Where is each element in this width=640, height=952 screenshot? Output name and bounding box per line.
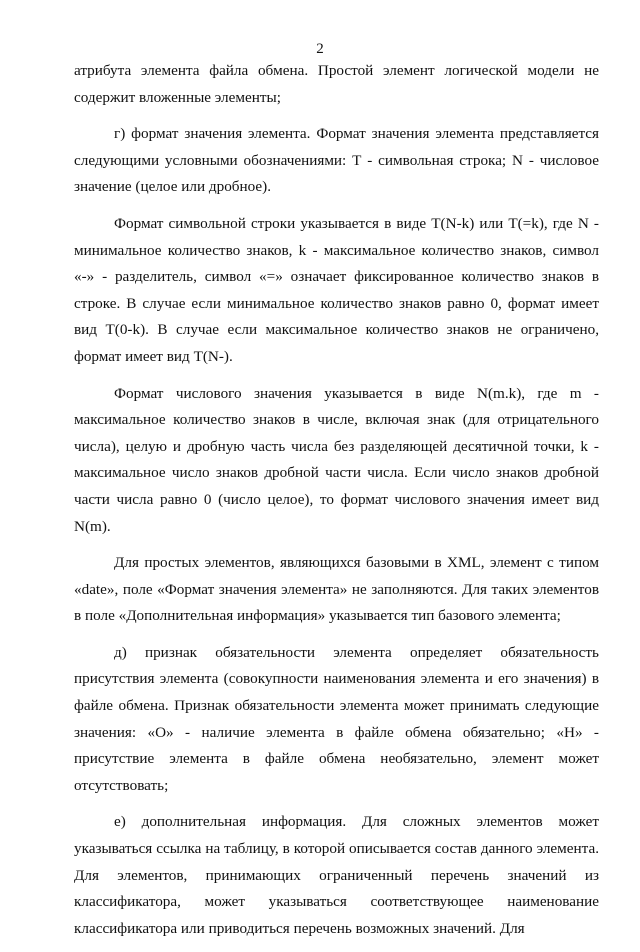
paragraph-continuation: атрибута элемента файла обмена. Простой элемент логической модели не содержит вложенные элементы; [74,62,599,106]
paragraph-format-item: г) формат значения элемента. Формат значения элемента представляется следующими условными обозначениями: Т - символьная строка; N - числовое значение (целое или дробное). [74,125,599,196]
paragraph-xml-base-elements: Для простых элементов, являющихся базовыми в XML, элемент с типом «date», поле «Формат значения элемента» не заполняются. Для таких элементов в поле «Дополнительная информация» указывается тип базового элемента; [74,554,599,625]
paragraph-required-flag: д) признак обязательности элемента определяет обязательность присутствия элемента (совокупности наименования элемента и его значения) в файле обмена. Признак обязательности элемента может принимать следующие значения: «О» - наличие элемента в файле обмена обязательно; «Н» - присутствие элемента в файле обмена необязательно, элемент может отсутствовать; [74,643,599,794]
page-number: 2 [316,41,324,57]
paragraph-additional-info: е) дополнительная информация. Для сложных элементов может указываться ссылка на таблицу, в которой описывается состав данного элемента. Для элементов, принимающих ограниченный перечень значений из классификатора, может указываться соответствующее наименование классификатора или приводиться перечень возможных значений. Для [74,813,599,937]
document-body [74,58,599,952]
paragraph-string-format: Формат символьной строки указывается в виде T(N-k) или T(=k), где N - минимальное количество знаков, k - максимальное количество знаков, символ «-» - разделитель, символ «=» означает фиксированное количество знаков в строке. В случае если минимальное количество знаков равно 0, формат имеет вид T(0-k). В случае если максимальное количество знаков не ограничено, формат имеет вид T(N-). [74,214,599,365]
paragraph-numeric-format: Формат числового значения указывается в виде N(m.k), где m - максимальное количество знаков в числе, включая знак (для отрицательного числа), целую и дробную часть числа без разделяющей десятичной точки, k - максимальное число знаков дробной части числа. Если число знаков дробной части числа равно 0 (число целое), то формат числового значения имеет вид N(m). [74,384,599,535]
